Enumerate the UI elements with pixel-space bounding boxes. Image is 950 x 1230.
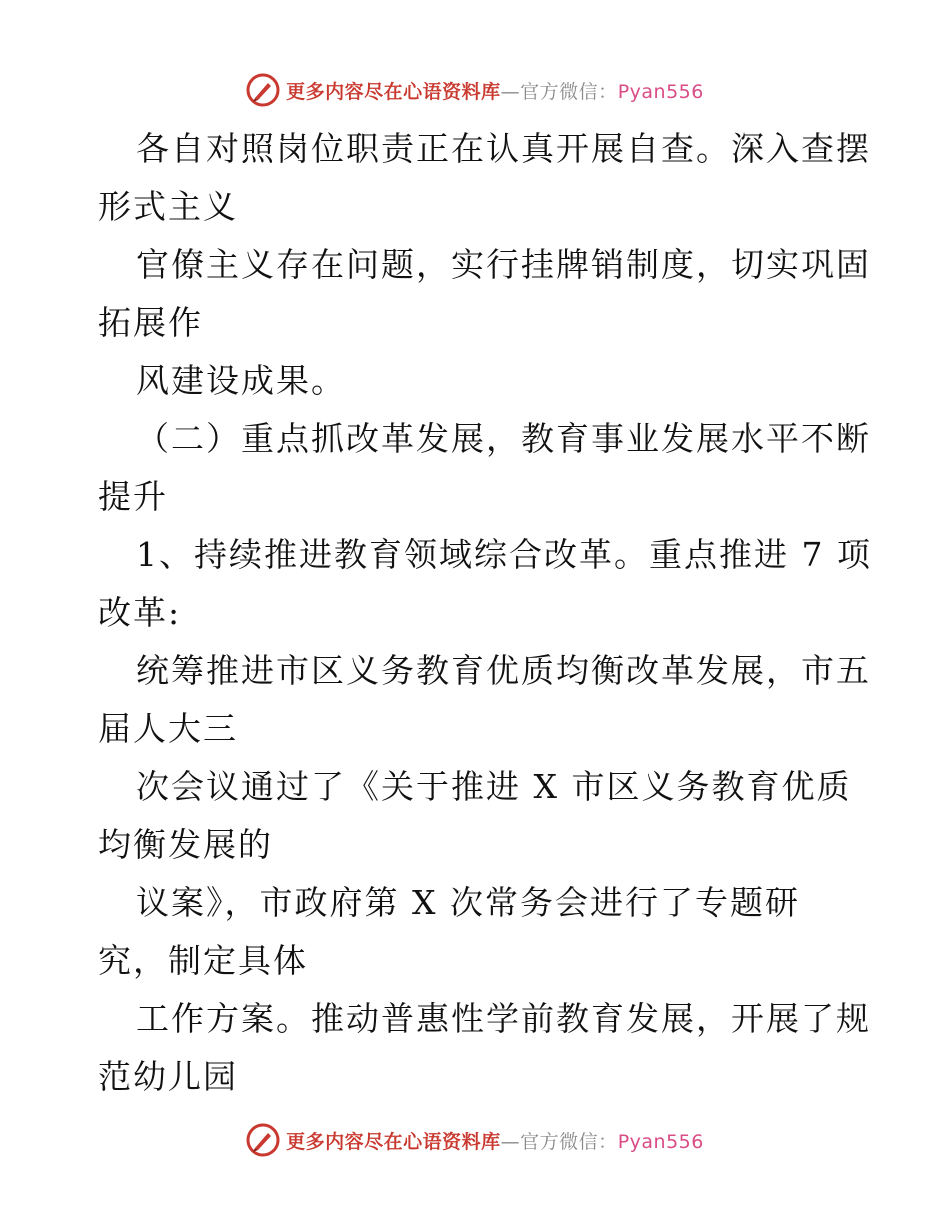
paragraph-line: 改革: [98,593,182,632]
paragraph-line: 次会议通过了《关于推进 X 市区义务教育优质 [136,767,852,806]
paragraph-line: 范幼儿园 [98,1057,238,1096]
header-watermark [0,70,950,110]
header-wechat-id: Pyan556 [617,80,704,103]
paragraph-line: 议案》，市政府第 X 次常务会进行了专题研 [136,883,800,922]
header-wechat-label: 官方微信： [520,80,618,103]
paragraph-line: 届人大三 [98,709,238,748]
section-heading-continued: 提升 [98,477,168,516]
footer-watermark [0,1120,950,1160]
header-watermark-text [286,77,704,104]
paragraph-line: 风建设成果。 [136,361,346,400]
document-body [98,120,872,1106]
paragraph-line: 1、持续推进教育领域综合改革。重点推进 7 项 [136,535,872,574]
header-brand-text: 更多内容尽在心语资料库 [286,80,501,103]
paragraph-line: 官僚主义存在问题，实行挂牌销制度，切实巩固 [136,245,871,284]
paragraph-line: 工作方案。推动普惠性学前教育发展，开展了规 [136,999,871,1038]
header-separator: — [500,80,521,103]
paragraph-line: 均衡发展的 [98,825,273,864]
pen-logo-icon [246,1123,280,1157]
footer-separator: — [500,1130,521,1153]
paragraph-line: 究，制定具体 [98,941,308,980]
paragraph-line: 统筹推进市区义务教育优质均衡改革发展，市五 [136,651,871,690]
footer-wechat-label: 官方微信： [520,1130,618,1153]
footer-watermark-inner [246,1123,704,1157]
footer-watermark-text [286,1127,704,1154]
paragraph-line: 各自对照岗位职责正在认真开展自查。深入查摆 [136,129,871,168]
header-watermark-inner [246,73,704,107]
pen-logo-icon [246,73,280,107]
footer-brand-text: 更多内容尽在心语资料库 [286,1130,501,1153]
footer-wechat-id: Pyan556 [617,1130,704,1153]
paragraph-line: 形式主义 [98,187,238,226]
section-heading: （二）重点抓改革发展，教育事业发展水平不断 [136,419,871,458]
paragraph-line: 拓展作 [98,303,203,342]
